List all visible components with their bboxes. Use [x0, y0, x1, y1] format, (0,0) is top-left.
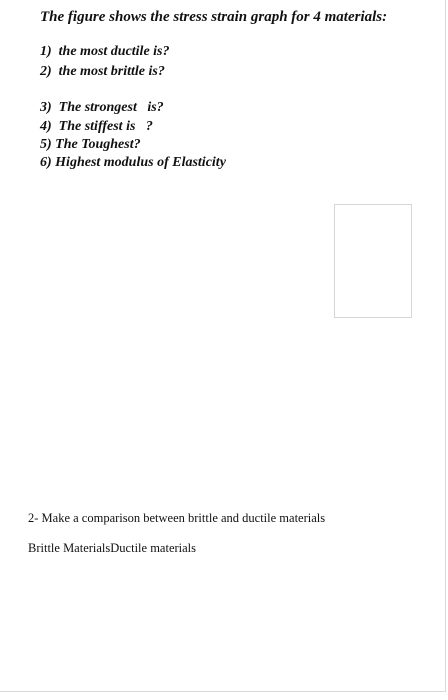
question-5: 5) The Toughest? — [40, 137, 141, 152]
column-header-brittle: Brittle Materials — [28, 541, 111, 555]
figure-placeholder — [334, 204, 412, 318]
comparison-table-headers — [28, 541, 196, 556]
question-6: 6) Highest modulus of Elasticity — [40, 155, 226, 170]
question-3: 3) The strongest is? — [40, 100, 164, 115]
question-1: 1) the most ductile is? — [40, 44, 170, 59]
column-header-ductile: Ductile materials — [110, 541, 197, 555]
question-2: 2) the most brittle is? — [40, 64, 165, 79]
comparison-prompt: 2- Make a comparison between brittle and ductile materials — [28, 511, 326, 525]
question-4: 4) The stiffest is ? — [40, 119, 153, 134]
question-heading: The figure shows the stress strain graph for 4 materials: — [40, 9, 388, 25]
